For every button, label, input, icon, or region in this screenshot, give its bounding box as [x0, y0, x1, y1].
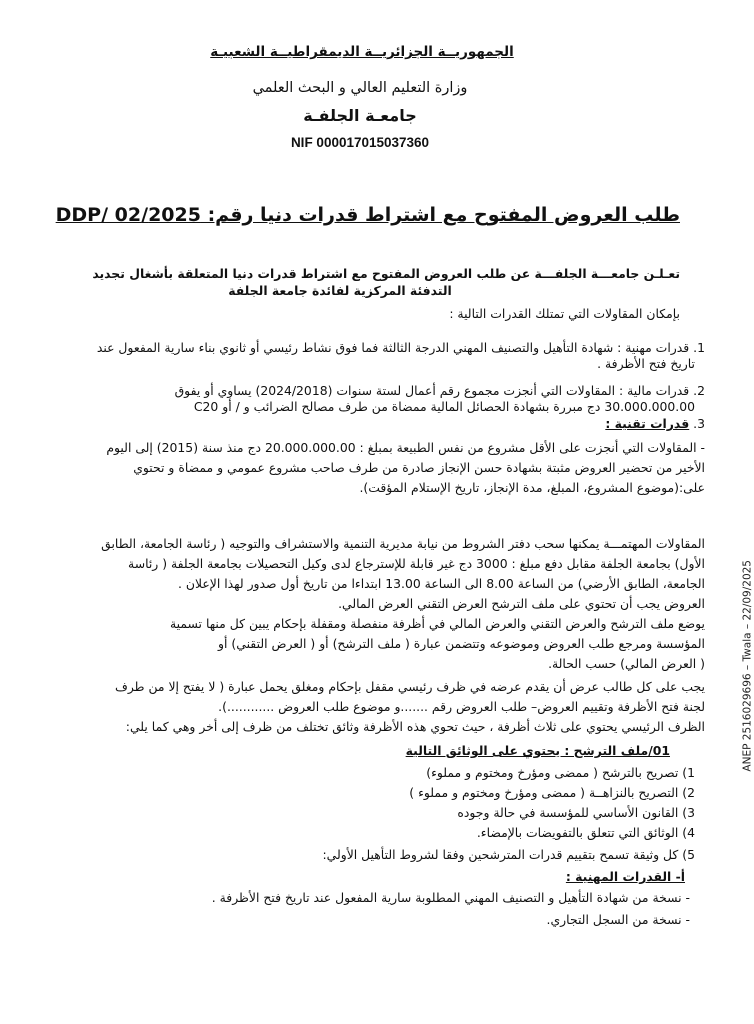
anep-side-note: ANEP 2516029696 – Twala – 22/09/2025 — [742, 560, 754, 772]
capacity-3-line-1 — [30, 416, 705, 431]
capacity-2-text: قدرات مالية : المقاولات التي أنجزت مجموع رقم أعمال لستة سنوات (2024/2018) يساوي أو يفوق — [174, 383, 690, 398]
technical-line-3: على:(موضوع المشروع، المبلغ، مدة الإنجاز، تاريخ الإستلام المؤقت). — [359, 480, 705, 495]
paragraph-line-5: يوضع ملف الترشح والعرض التقني والعرض المالي في أظرفة منفصلة ومقفلة بإحكام يبين كل منها تسمية — [169, 616, 705, 631]
intro-line-2: التدفئة المركزية لفائدة جامعة الجلفة — [228, 283, 452, 298]
professional-item-2: - نسخة من السجل التجاري. — [546, 912, 690, 927]
paragraph-line-9: لجنة فتح الأظرفة وتقييم العروض– طلب العروض رقم .......و موضوع طلب العروض ............). — [218, 699, 705, 714]
technical-line-1: - المقاولات التي أنجزت على الأقل مشروع من نفس الطبيعة بمبلغ : 20.000.000.00 دج منذ سنة (2015) إلى اليوم — [106, 440, 705, 455]
nif-number: NIF 000017015037360 — [290, 135, 430, 150]
paragraph-line-8: يجب على كل طالب عرض أن يقدم عرضه في ظرف رئيسي مقفل بإحكام ومغلق يحمل عبارة ( لا يفتح إلا من طرف — [114, 679, 705, 694]
capacity-2-line-2: 30.000.000.00 دج مبررة بشهادة الحصائل المالية ممضاة من طرف مصالح الضرائب و / أو C20 — [193, 399, 695, 414]
paragraph-line-7: ( العرض المالي) حسب الحالة. — [548, 656, 705, 671]
file-item-3: 3) القانون الأساسي للمؤسسة في حالة وجوده — [457, 805, 695, 820]
file-section-heading: 01/ملف الترشح : يحتوي على الوثائق التالية — [405, 743, 670, 758]
paragraph-line-3: الجامعة، الطابق الأرضي) من الساعة 8.00 الى الساعة 13.00 ابتداءا من تاريخ أول صدور لهذا الإعلان . — [177, 576, 705, 591]
paragraph-line-2: الأول) بجامعة الجلفة مقابل دفع مبلغ : 3000 دج غير قابلة للإسترجاع لدى وكيل التحصيلات بجامعة الجلفة ( رئاسة — [128, 556, 705, 571]
professional-capacities-heading: أ- القدرات المهنية : — [565, 869, 685, 884]
file-item-2: 2) التصريح بالنزاهــة ( ممضى ومؤرخ ومختوم و مملوء ) — [409, 785, 695, 800]
file-item-5: 5) كل وثيقة تسمح بتقييم قدرات المترشحين وفقا لشروط التأهيل الأولي: — [322, 847, 695, 862]
file-item-1: 1) تصريح بالترشح ( ممضى ومؤرخ ومختوم و مملوء) — [426, 765, 695, 780]
university-name: جامعـة الجلفـة — [303, 106, 417, 125]
capacity-3-number: 3. — [693, 416, 705, 431]
paragraph-line-1: المقاولات المهتمـــة يمكنها سحب دفتر الشروط من نيابة مديرية التنمية والاستشراف والتوجيه ( رئاسة الجامعة، الطابق — [101, 536, 705, 551]
ministry-name: وزارة التعليم العالي و البحث العلمي — [252, 80, 468, 96]
file-item-4: 4) الوثائق التي تتعلق بالتفويضات بالإمضاء. — [476, 825, 695, 840]
capacity-2-line-1 — [30, 383, 705, 398]
technical-line-2: الأخير من تحضير العروض مثبتة بشهادة حسن الإنجاز صادرة من طرف صاحب مشروع عمومي و ممضاة و تحتوي — [133, 460, 705, 475]
paragraph-line-6: المؤسسة ومرجع طلب العروض وموضوعه وتتضمن عبارة ( ملف الترشح) أو ( العرض التقني) أو — [218, 636, 705, 651]
paragraph-line-10: الظرف الرئيسي يحتوي على ثلاث أظرفة ، حيث تحوي هذه الأظرفة وثائق تختلف من ظرف إلى أخر وهي كما يلي: — [125, 719, 705, 734]
republic-header: الجمهوريــة الجزائريــة الديمقراطيــة الشعبيـة — [210, 44, 514, 60]
capacity-1-text: قدرات مهنية : شهادة التأهيل والتصنيف المهني الدرجة الثالثة فما فوق نشاط رئيسي أو ثانوي بناء سارية المفعول عند — [96, 340, 690, 355]
capacity-2-number: 2. — [693, 383, 705, 398]
intro-line-1: تعـلـن جامعـــة الجلفـــة عن طلب العروض المفتوح مع اشتراط قدرات دنيا المتعلقة بأشغال تجديد — [92, 266, 680, 281]
paragraph-line-4: العروض يجب أن تحتوي على ملف الترشح العرض التقني العرض المالي. — [338, 596, 705, 611]
capacity-3-text: قدرات تقنية : — [605, 416, 690, 431]
capacity-1-line-2: تاريخ فتح الأظرفة . — [597, 356, 695, 371]
intro-line-3: بإمكان المقاولات التي تمتلك القدرات التالية : — [449, 306, 680, 321]
capacity-1-line-1 — [30, 340, 705, 355]
professional-item-1: - نسخة من شهادة التأهيل و التصنيف المهني المطلوبة سارية المفعول عند تاريخ فتح الأظرفة . — [211, 890, 690, 905]
capacity-1-number: 1. — [693, 340, 705, 355]
page-title: طلب العروض المفتوح مع اشتراط قدرات دنيا رقم: 2025/DDP/ 02 — [55, 204, 680, 226]
